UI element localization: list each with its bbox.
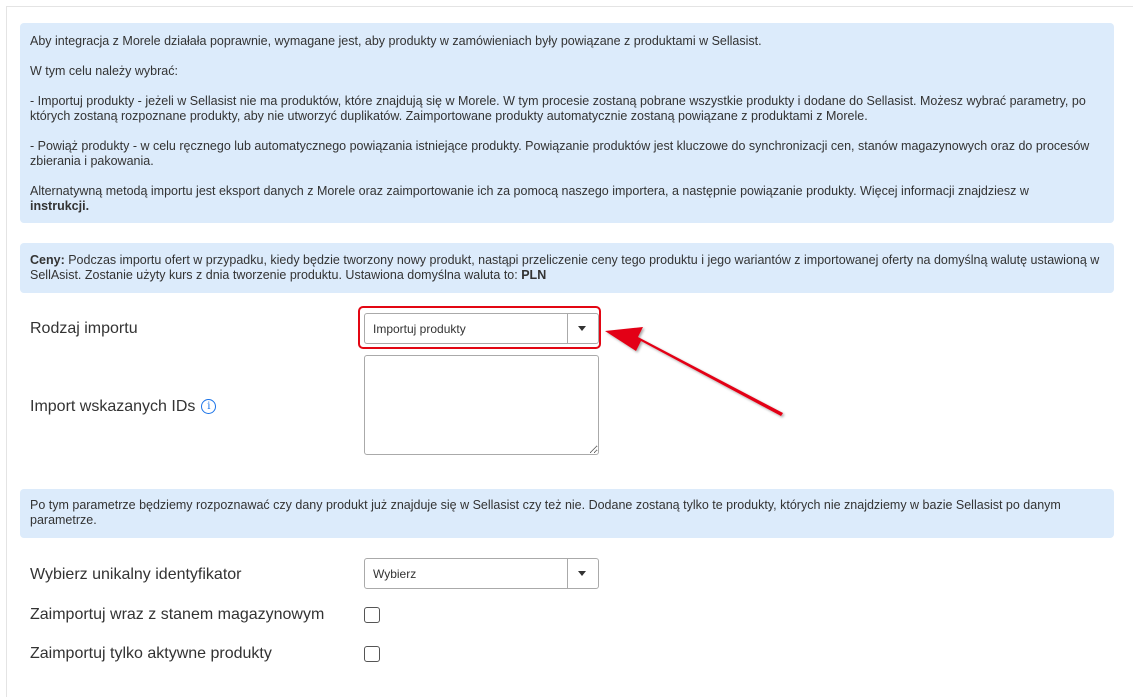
default-currency: PLN: [521, 268, 547, 282]
identifier-info-text: Po tym parametrze będziemy rozpoznawać czy dany produkt już znajduje się w Sellasist czy też nie. Dodane zostaną tylko te produkty, których nie znajdziemy w bazie Sellasist po danym parametrze.: [30, 498, 1061, 527]
active-label: Zaimportuj tylko aktywne produkty: [30, 645, 272, 662]
ids-textarea[interactable]: [364, 355, 599, 455]
info-icon[interactable]: i: [201, 399, 216, 414]
stock-checkbox[interactable]: [364, 607, 380, 623]
import-type-label: Rodzaj importu: [30, 320, 138, 337]
identifier-label: Wybierz unikalny identyfikator: [30, 566, 242, 583]
prices-text: Podczas importu ofert w przypadku, kiedy będzie tworzony nowy produkt, nastąpi przeliczenie ceny tego produktu i jego wariantów z importowanej oferty na domyślną walutę ustawioną w SellAsist. Zostanie użyty kurs z dnia tworzenie produktu. Ustawiona domyślna waluta to:: [30, 253, 1100, 282]
import-type-dropdown-button[interactable]: [567, 314, 598, 343]
chevron-down-icon: [578, 326, 586, 331]
info-link-option: - Powiąż produkty - w celu ręcznego lub automatycznego powiązania istniejące produkty. Powiązanie produktów jest kluczowe do synchronizacji cen, stanów magazynowych oraz do procesów zbierania i pakowania.: [30, 139, 1090, 168]
instructions-link[interactable]: instrukcji.: [30, 199, 90, 213]
ids-label-row: [30, 398, 216, 416]
ids-label: Import wskazanych IDs: [30, 398, 196, 415]
stock-label: Zaimportuj wraz z stanem magazynowym: [30, 606, 325, 623]
info-import-option: - Importuj produkty - jeżeli w Sellasist nie ma produktów, które znajdują się w Morele. W tym procesie zostaną pobrane wszystkie produkty i dodane do Sellasist. Możesz wybrać parametry, po których zostaną rozpoznane produkty, aby nie utworzyć duplikatów. Zaimportowane produkty automatycznie zostaną powiązane z produktami z Morele.: [30, 94, 1086, 123]
info-choose: W tym celu należy wybrać:: [30, 64, 178, 78]
import-type-value: Importuj produkty: [373, 322, 466, 336]
identifier-dropdown-button[interactable]: [567, 559, 598, 588]
info-alternative: [30, 184, 1104, 214]
identifier-value: Wybierz: [373, 567, 417, 581]
integration-info-box: [20, 23, 1114, 223]
info-intro: Aby integracja z Morele działała poprawnie, wymagane jest, aby produkty w zamówieniach były powiązane z produktami w Sellasist.: [30, 34, 762, 48]
identifier-info-box: [20, 489, 1114, 538]
active-checkbox[interactable]: [364, 646, 380, 662]
prices-heading: Ceny:: [30, 253, 65, 267]
import-type-select[interactable]: [364, 313, 599, 344]
identifier-select[interactable]: [364, 558, 599, 589]
chevron-down-icon: [578, 571, 586, 576]
prices-info-box: [20, 243, 1114, 293]
info-alternative-text: Alternatywną metodą importu jest eksport danych z Morele oraz zaimportowanie ich za pomocą naszego importera, a następnie powiązanie produkty. Więcej informacji znajdziesz w: [30, 184, 1029, 198]
